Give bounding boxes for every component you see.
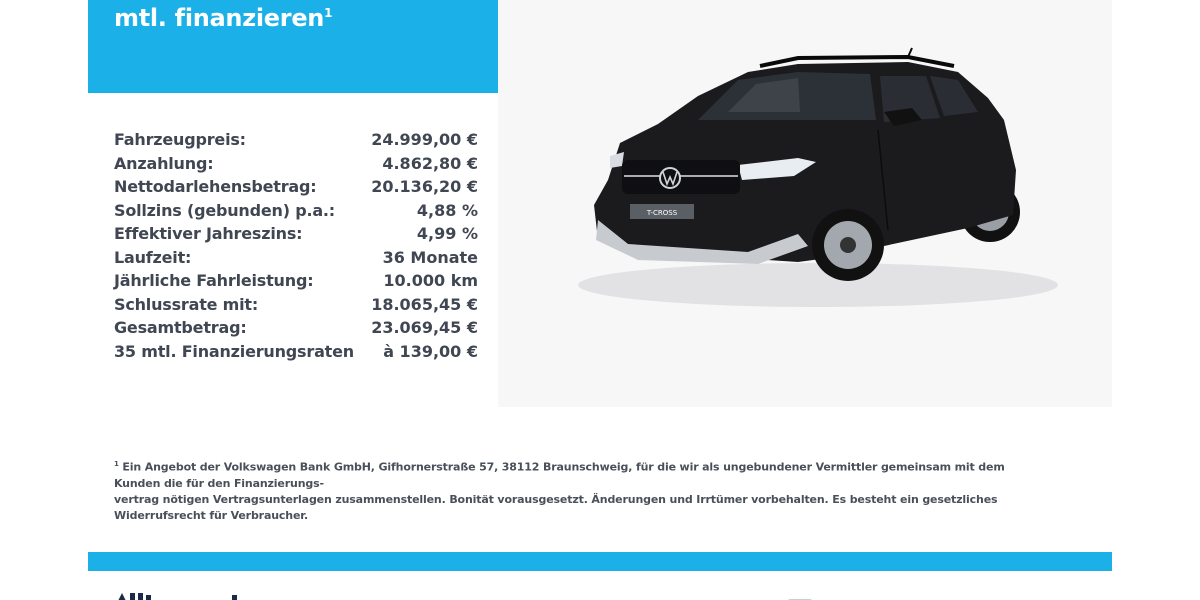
financing-row	[114, 152, 478, 176]
row-label: Gesamtbetrag:	[114, 318, 247, 337]
header-banner	[88, 0, 498, 93]
row-label: Nettodarlehensbetrag:	[114, 177, 317, 196]
row-value: 4,99 %	[416, 224, 478, 243]
financing-row	[114, 128, 478, 152]
car-image	[498, 0, 1112, 407]
footer-bar	[88, 552, 1112, 571]
row-value: à 139,00 €	[383, 341, 478, 361]
car-image-panel	[498, 0, 1112, 407]
row-label: Schlussrate mit:	[114, 294, 259, 314]
footnote-line-1: $^1$ Ein Angebot der Volkswagen Bank GmbH, Gifhornerstraße 57, 38112 Braunschweig, für die wir als ungebundener Vermittler gemeinsam mit dem Kunden die für den Finanzierungs-	[114, 460, 1005, 490]
row-value: 24.999,00 €	[371, 130, 478, 149]
row-label: Sollzins (gebunden) p.a.:	[114, 200, 336, 220]
financing-row	[114, 246, 478, 270]
plate-text: T-CROSS	[646, 209, 678, 217]
row-value: 4.862,80 €	[382, 153, 478, 173]
row-label: Effektiver Jahreszins:	[114, 224, 303, 243]
financing-row	[114, 175, 478, 199]
footer-mark-icon	[780, 590, 820, 600]
financing-row	[114, 293, 478, 317]
row-label: Jährliche Fahrleistung:	[114, 271, 314, 290]
financing-row	[114, 199, 478, 223]
financing-row	[114, 340, 478, 364]
row-label: Laufzeit:	[114, 247, 192, 267]
financing-row	[114, 269, 478, 293]
financing-row	[114, 316, 478, 340]
page-title: mtl. finanzieren$^1$	[114, 4, 333, 32]
row-value: 20.136,20 €	[371, 177, 478, 196]
row-value: 10.000 km	[383, 271, 478, 290]
row-value: 18.065,45 €	[371, 294, 478, 314]
row-label: 35 mtl. Finanzierungsraten	[114, 341, 354, 361]
row-label: Anzahlung:	[114, 153, 214, 173]
footnote-line-2: vertrag nötigen Vertragsunterlagen zusammenstellen. Bonität vorausgesetzt. Änderungen und Irrtümer vorbehalten. Es besteht ein gesetzliches Widerrufsrecht für Verbraucher.	[114, 492, 998, 522]
footnote	[114, 456, 1034, 524]
footer-logo-icon	[114, 588, 244, 600]
financing-row	[114, 222, 478, 246]
row-value: 4,88 %	[416, 200, 478, 220]
financing-table	[114, 128, 478, 363]
row-value: 36 Monate	[382, 247, 478, 267]
row-value: 23.069,45 €	[371, 318, 478, 337]
row-label: Fahrzeugpreis:	[114, 130, 246, 149]
